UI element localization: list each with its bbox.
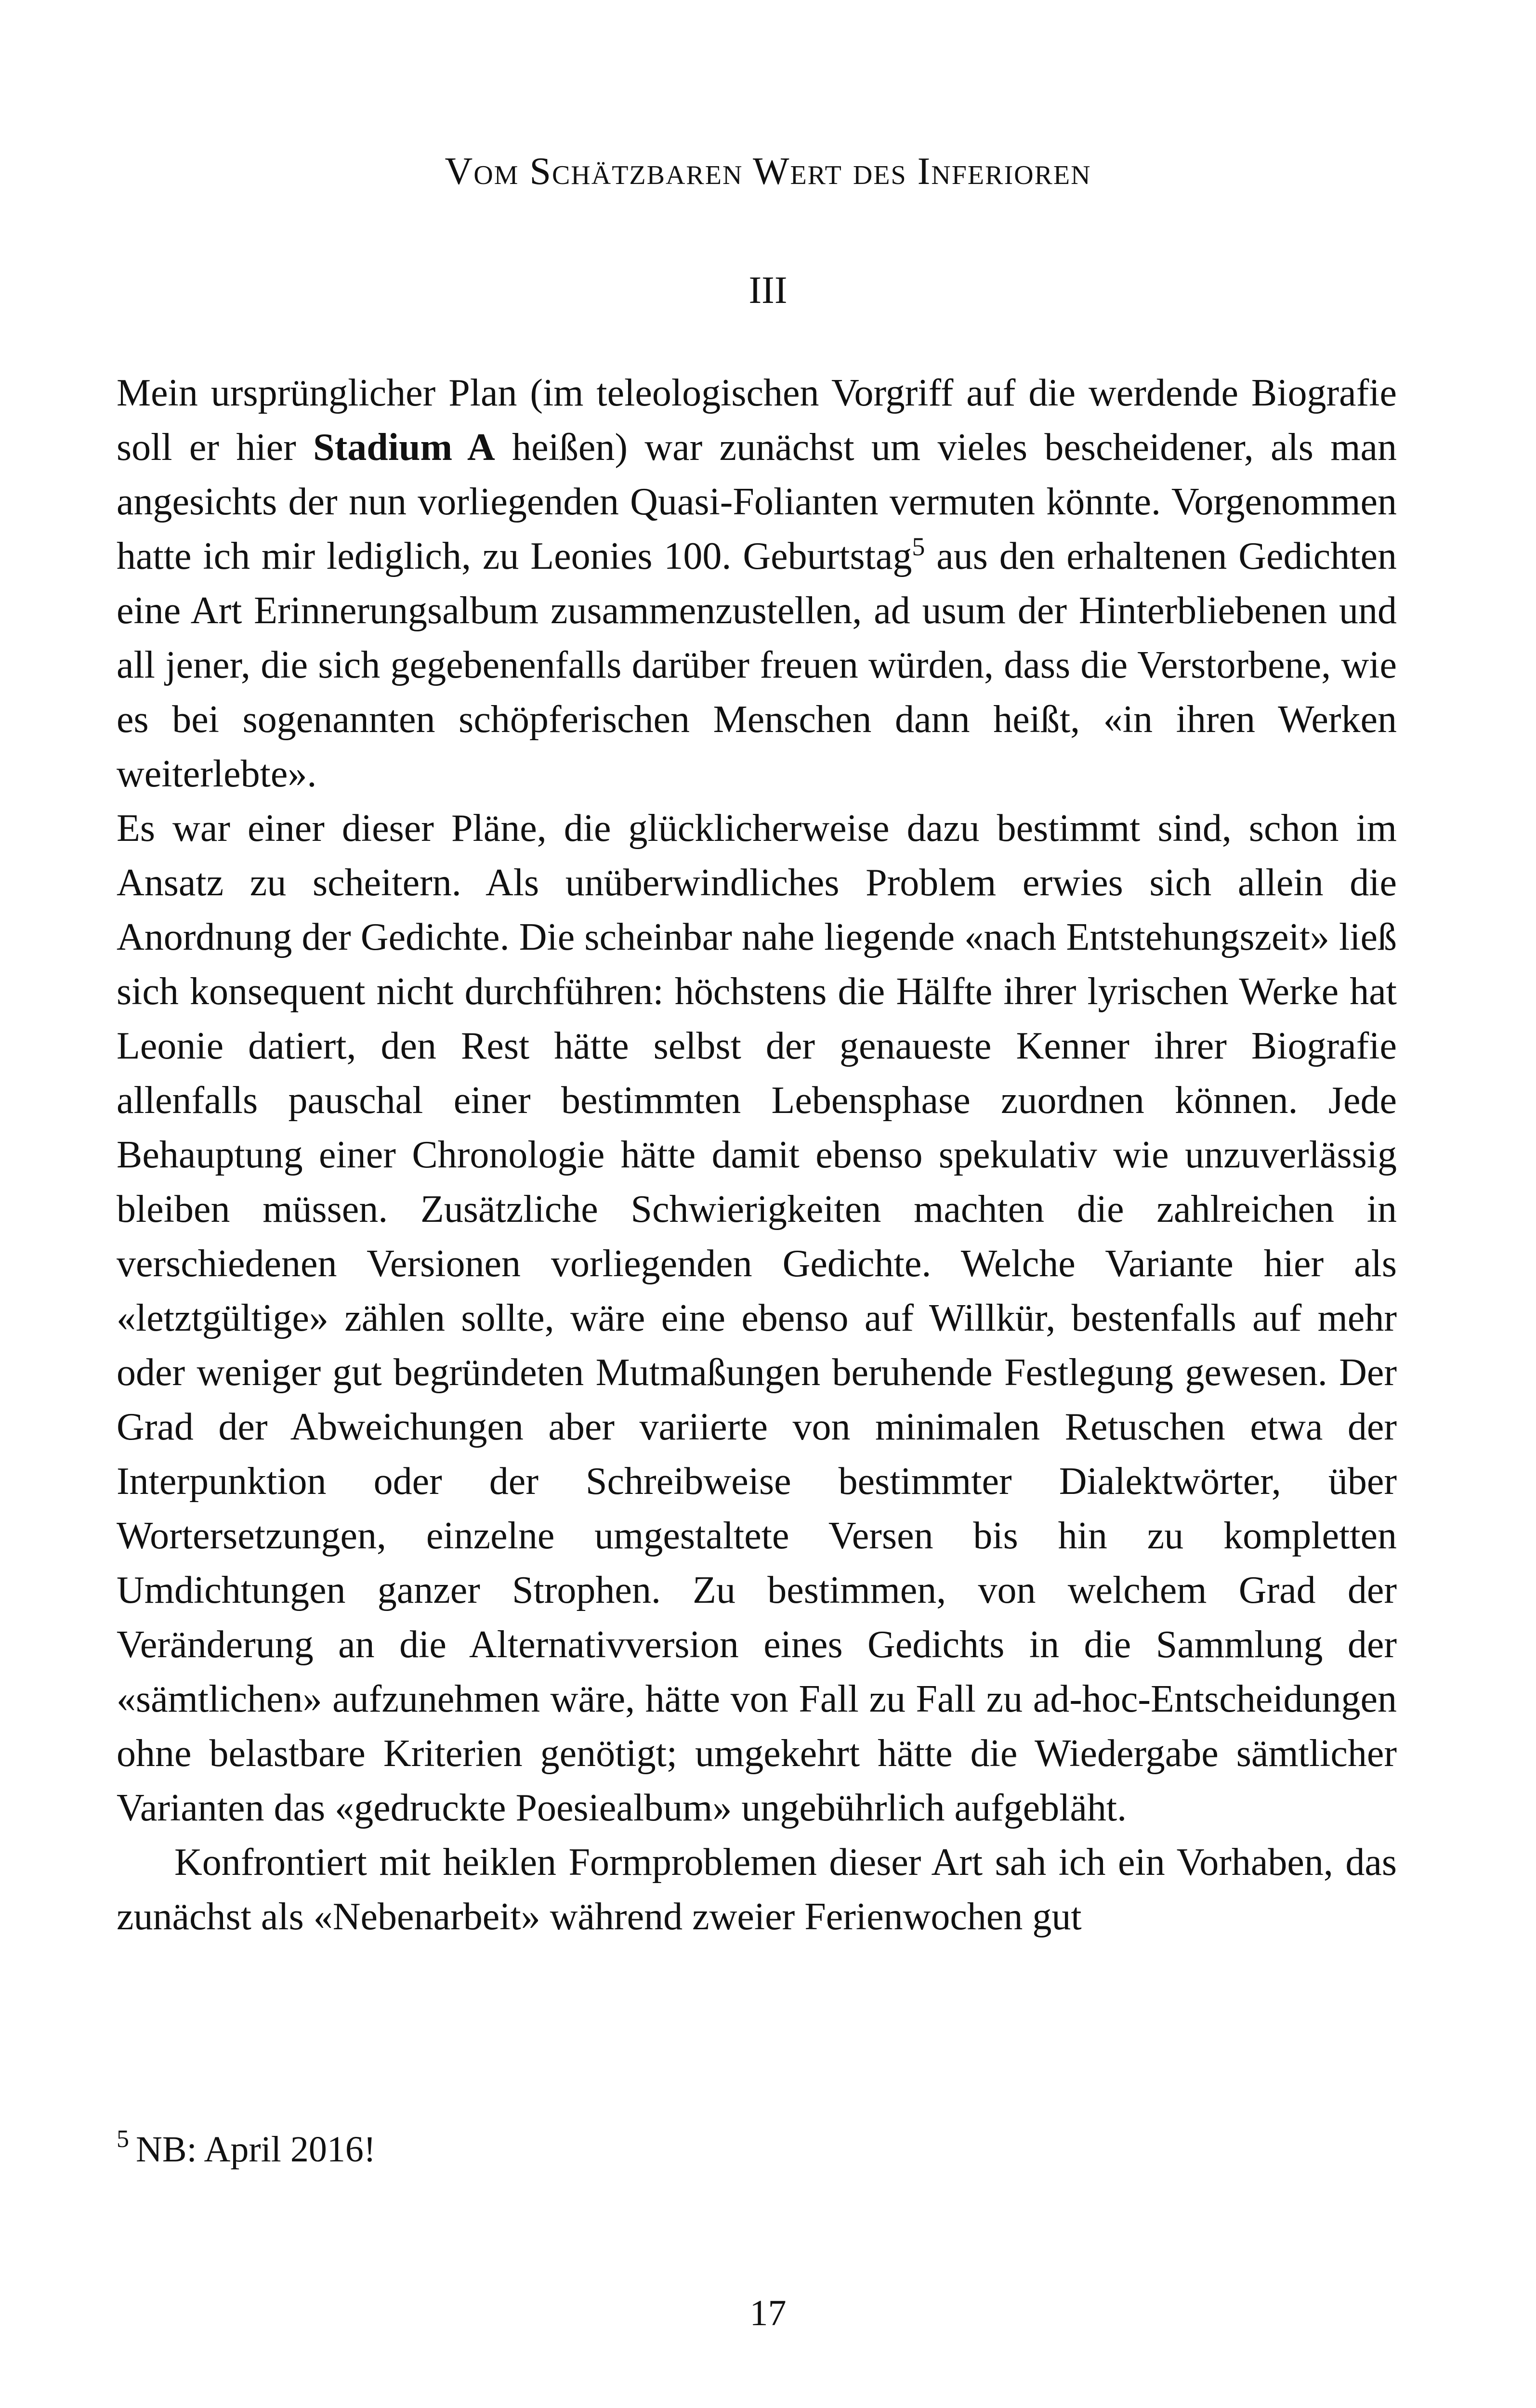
- footnote-reference[interactable]: 5: [912, 532, 925, 561]
- paragraph-2: Es war einer dieser Pläne, die glücklicherweise dazu bestimmt sind, schon im Ansatz zu scheitern. Als unüberwindliches Problem erwies sich allein die Anordnung der Gedichte. Die scheinbar nahe liegende «nach Entstehungszeit» ließ sich konsequent nicht durchführen: höchstens die Hälfte ihrer lyrischen Werke hat Leonie datiert, den Rest hätte selbst der genaueste Kenner ihrer Biografie allenfalls pauschal einer bestimmten Lebensphase zuordnen können. Jede Behauptung einer Chronologie hätte damit ebenso spekulativ wie unzuverlässig bleiben müssen. Zusätzliche Schwierigkeiten machten die zahlreichen in verschiedenen Versionen vorliegenden Gedichte. Welche Variante hier als «letztgültige» zählen sollte, wäre eine ebenso auf Willkür, bestenfalls auf mehr oder weniger gut begründeten Mutmaßungen beruhende Festlegung gewesen. Der Grad der Abweichungen aber variierte von minimalen Retuschen etwa der Interpunktion oder der Schreibweise bestimmter Dialektwörter, über Wortersetzungen, einzelne umgestaltete Versen bis hin zu kompletten Umdichtungen ganzer Strophen. Zu bestimmen, von welchem Grad der Veränderung an die Alternativversion eines Gedichts in die Sammlung der «sämtlichen» aufzunehmen wäre, hätte von Fall zu Fall zu ad-hoc-Entscheidungen ohne belastbare Kriterien genötigt; umgekehrt hätte die Wiedergabe sämtlicher Varianten das «gedruckte Poesiealbum» ungebührlich aufgebläht.: [117, 807, 1397, 1829]
- paragraph-1: [117, 366, 1397, 801]
- page-number: 17: [749, 2293, 787, 2333]
- paragraph-1-text-b: heißen) war zunächst um vieles bescheidener, als man angesichts der nun vorliegenden Quasi-Folianten vermuten könnte. Vorgenommen hatte ich mir lediglich, zu Leonies 100. Geburtstag: [117, 426, 1397, 577]
- footnote-text: NB: April 2016!: [136, 2129, 376, 2170]
- footnote-number: 5: [117, 2125, 129, 2153]
- body-text: [117, 366, 1397, 1944]
- footnote: [117, 2125, 1397, 2170]
- paragraph-1-text-a: Mein ursprünglicher Plan (im teleologischen Vorgriff auf die werdende Biografie soll er hier: [117, 372, 1397, 469]
- stadium-a-term: Stadium A: [313, 426, 495, 469]
- running-head: Vom Schätzbaren Wert des Inferioren: [445, 150, 1091, 193]
- chapter-number: III: [748, 269, 788, 312]
- paragraph-1-text-c: aus den erhaltenen Gedichten eine Art Erinnerungsalbum zusammenzustellen, ad usum der Hinterbliebenen und all jener, die sich gegebenenfalls darüber freuen würden, dass die Verstorbene, wie es bei sogenannten schöpferischen Menschen dann heißt, «in ihren Werken weiterlebte».: [117, 535, 1397, 795]
- paragraph-3: Konfrontiert mit heiklen Formproblemen dieser Art sah ich ein Vorhaben, das zunächst als «Nebenarbeit» während zweier Ferienwochen gut: [117, 1841, 1397, 1938]
